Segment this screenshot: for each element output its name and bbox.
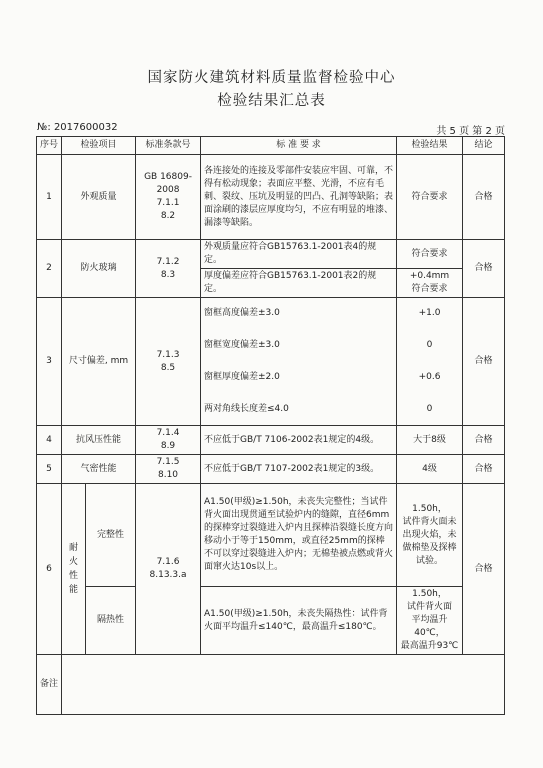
results-table bbox=[36, 136, 505, 715]
row-item: 耐 火 性 能 bbox=[62, 484, 86, 655]
row-conclusion: 合格 bbox=[463, 240, 505, 298]
row-seq: 6 bbox=[37, 484, 62, 655]
row-conclusion: 合格 bbox=[463, 298, 505, 426]
row-result: 符合要求 bbox=[397, 155, 463, 240]
row-seq: 1 bbox=[37, 155, 62, 240]
document-title: 国家防火建筑材料质量监督检验中心 bbox=[147, 70, 396, 86]
table-header-row bbox=[37, 137, 505, 155]
row-requirement: 窗框宽度偏差±3.0 bbox=[201, 330, 397, 362]
row-subitem: 隔热性 bbox=[86, 587, 136, 655]
row-result: +0.6 bbox=[397, 362, 463, 394]
header-requirement: 标 准 要 求 bbox=[201, 137, 397, 155]
row-seq: 4 bbox=[37, 426, 62, 455]
row-result: 符合要求 bbox=[397, 240, 463, 269]
row-seq: 5 bbox=[37, 455, 62, 484]
row-conclusion: 合格 bbox=[463, 155, 505, 240]
table-row bbox=[37, 484, 505, 587]
row-requirement: 不应低于GB/T 7107-2002表1规定的3级。 bbox=[201, 455, 397, 484]
remarks-row bbox=[37, 655, 505, 715]
row-clause: 7.1.5 8.10 bbox=[136, 455, 201, 484]
table-row bbox=[37, 455, 505, 484]
table-row bbox=[37, 155, 505, 240]
row-result: 0 bbox=[397, 394, 463, 426]
remarks-label: 备注 bbox=[37, 655, 62, 715]
row-requirement: A1.50(甲级)≥1.50h，未丧失隔热性：试件背火面平均温升≤140℃，最高温升≤180℃。 bbox=[201, 587, 397, 655]
row-requirement: 窗框厚度偏差±2.0 bbox=[201, 362, 397, 394]
row-item: 防火玻璃 bbox=[62, 240, 136, 298]
row-clause: 7.1.6 8.13.3.a bbox=[136, 484, 201, 655]
row-requirement: 窗框高度偏差±3.0 bbox=[201, 298, 397, 330]
row-conclusion: 合格 bbox=[463, 484, 505, 655]
row-item: 尺寸偏差, mm bbox=[62, 298, 136, 426]
row-seq: 2 bbox=[37, 240, 62, 298]
row-result: 1.50h， 试件背火面未出现火焰，未做棉垫及探棒试验。 bbox=[397, 484, 463, 587]
row-item: 外观质量 bbox=[62, 155, 136, 240]
row-item: 气密性能 bbox=[62, 455, 136, 484]
page-info: 共 5 页 第 2 页 bbox=[436, 126, 505, 137]
row-subitem: 完整性 bbox=[86, 484, 136, 587]
row-result: 0 bbox=[397, 330, 463, 362]
table-row bbox=[37, 587, 505, 655]
row-result: 4级 bbox=[397, 455, 463, 484]
table-row bbox=[37, 298, 505, 330]
row-clause: 7.1.3 8.5 bbox=[136, 298, 201, 426]
row-result: 1.50h， 试件背火面 平均温升40℃， 最高温升93℃ bbox=[397, 587, 463, 655]
header-seq: 序号 bbox=[37, 137, 62, 155]
table-row bbox=[37, 240, 505, 269]
row-result: +1.0 bbox=[397, 298, 463, 330]
row-requirement: 外观质量应符合GB15763.1-2001表4的规定。 bbox=[201, 240, 397, 269]
row-requirement: 各连接处的连接及零部件安装应牢固、可靠，不得有松动现象；表面应平整、光滑，不应有毛刺、裂纹、压坑及明显的凹凸、孔洞等缺陷；表面涂刷的漆层应厚度均匀，不应有明显的堆漆、漏漆等缺陷。 bbox=[201, 155, 397, 240]
row-requirement: 两对角线长度差≤4.0 bbox=[201, 394, 397, 426]
row-conclusion: 合格 bbox=[463, 455, 505, 484]
row-clause: GB 16809-2008 7.1.1 8.2 bbox=[136, 155, 201, 240]
document-subtitle: 检验结果汇总表 bbox=[217, 93, 326, 109]
row-item: 抗风压性能 bbox=[62, 426, 136, 455]
header-conclusion: 结论 bbox=[463, 137, 505, 155]
row-requirement: 不应低于GB/T 7106-2002表1规定的4级。 bbox=[201, 426, 397, 455]
header-item: 检验项目 bbox=[62, 137, 136, 155]
row-seq: 3 bbox=[37, 298, 62, 426]
row-result: +0.4mm 符合要求 bbox=[397, 269, 463, 298]
row-result: 大于8级 bbox=[397, 426, 463, 455]
remarks-content bbox=[62, 655, 505, 715]
header-result: 检验结果 bbox=[397, 137, 463, 155]
row-requirement: 厚度偏差应符合GB15763.1-2001表2的规定。 bbox=[201, 269, 397, 298]
row-requirement: A1.50(甲级)≥1.50h，未丧失完整性；当试件背火面出现贯通至试验炉内的缝隙，直径6mm的探棒穿过裂缝进入炉内且探棒沿裂缝长度方向移动小于等于150mm，或直径25mm的探棒不可以穿过裂缝进入炉内；无棉垫被点燃或背火面窜火达10s以上。 bbox=[201, 484, 397, 587]
table-row bbox=[37, 426, 505, 455]
row-clause: 7.1.4 8.9 bbox=[136, 426, 201, 455]
row-clause: 7.1.2 8.3 bbox=[136, 240, 201, 298]
header-clause: 标准条款号 bbox=[136, 137, 201, 155]
row-conclusion: 合格 bbox=[463, 426, 505, 455]
report-number: №: 2017600032 bbox=[37, 122, 118, 133]
